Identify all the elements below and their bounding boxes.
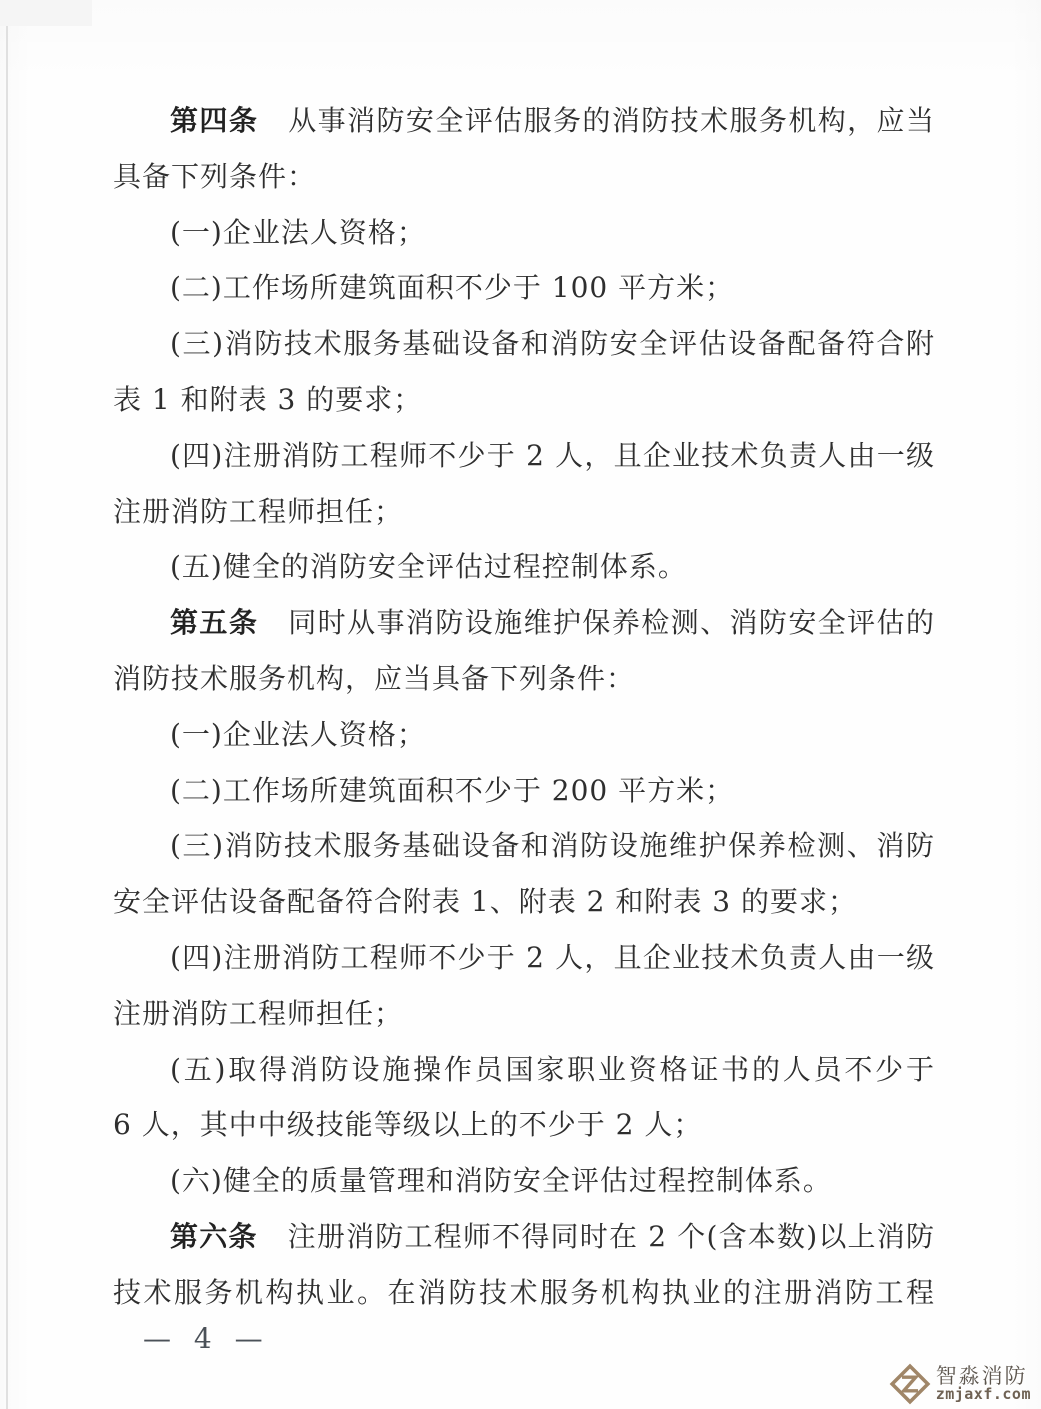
page-number: — 4 —	[143, 1322, 265, 1355]
article-heading-line: 第六条 注册消防工程师不得同时在 2 个(含本数)以上消防	[170, 1219, 935, 1253]
article-number: 第六条	[170, 1219, 258, 1253]
article-heading-line: 第五条 同时从事消防设施维护保养检测、消防安全评估的	[170, 606, 935, 640]
document-line: (三)消防技术服务基础设备和消防设施维护保养检测、消防	[170, 829, 935, 863]
diamond-z-icon	[889, 1363, 931, 1405]
document-line: 安全评估设备配备符合附表 1、附表 2 和附表 3 的要求；	[113, 885, 857, 919]
document-line: 消防技术服务机构，应当具备下列条件：	[113, 661, 636, 695]
scan-artifact	[0, 0, 92, 26]
watermark-texts	[936, 1365, 1031, 1403]
document-line: (五)取得消防设施操作员国家职业资格证书的人员不少于	[170, 1052, 935, 1086]
scan-edge-line	[6, 26, 8, 1409]
watermark-brand-label: 智淼消防	[935, 1364, 1028, 1389]
document-line: 注册消防工程师担任；	[113, 996, 404, 1030]
document-line: 注册消防工程师担任；	[113, 494, 404, 528]
document-line: (四)注册消防工程师不少于 2 人，且企业技术负责人由一级	[170, 438, 935, 472]
document-line: (六)健全的质量管理和消防安全评估过程控制体系。	[170, 1164, 832, 1198]
watermark	[889, 1363, 1031, 1405]
document-line: (三)消防技术服务基础设备和消防安全评估设备配备符合附	[170, 327, 935, 361]
document-line: 技术服务机构执业。在消防技术服务机构执业的注册消防工程	[113, 1275, 935, 1309]
watermark-domain-label: zmjaxf.com	[935, 1385, 1031, 1404]
article-heading-line: 第四条 从事消防安全评估服务的消防技术服务机构，应当	[170, 104, 935, 137]
document-line: (五)健全的消防安全评估过程控制体系。	[170, 550, 687, 584]
document-line: (一)企业法人资格；	[170, 215, 426, 249]
article-number: 第四条	[170, 104, 259, 137]
document-line: (四)注册消防工程师不少于 2 人，且企业技术负责人由一级	[170, 940, 935, 974]
document-body	[113, 93, 935, 1321]
document-line: 6 人，其中中级技能等级以上的不少于 2 人；	[113, 1108, 703, 1142]
document-line: 表 1 和附表 3 的要求；	[113, 382, 423, 416]
document-line: 具备下列条件：	[113, 159, 317, 193]
document-line: (二)工作场所建筑面积不少于 200 平方米；	[170, 773, 735, 807]
document-line: (二)工作场所建筑面积不少于 100 平方米；	[170, 271, 735, 305]
document-line: (一)企业法人资格；	[170, 717, 426, 751]
article-number: 第五条	[170, 606, 259, 640]
